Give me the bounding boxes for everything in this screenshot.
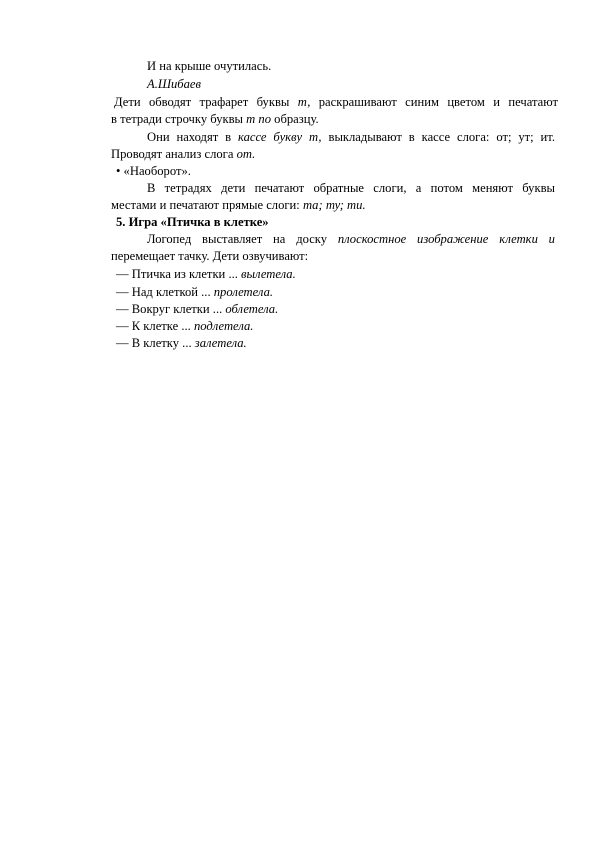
poem-line: И на крыше очутилась. <box>147 59 272 73</box>
bullet-item: • «Наоборот». <box>116 164 191 178</box>
poem-author: А.Шибаев <box>147 77 201 91</box>
list-item: — Птичка из клетки ... вылетела. <box>116 267 296 281</box>
list-item: — К клетке ... подлетела. <box>116 319 254 333</box>
section-heading: 5. Игра «Птичка в клетке» <box>116 215 269 229</box>
game-intro-line-2: перемещает тачку. Дети озвучивают: <box>111 249 309 263</box>
list-item: — Вокруг клетки ... облетела. <box>116 302 279 316</box>
game-intro-line-1: Логопед выставляет на доску плоскостное изображение клетки и <box>147 232 555 246</box>
paragraph-3-line-2: местами и печатают прямые слоги: та; ту; ти. <box>111 198 366 212</box>
paragraph-2-line-2: Проводят анализ слога от. <box>111 147 256 161</box>
paragraph-1-line-1: Дети обводят трафарет буквы т, раскрашивают синим цветом и печатают <box>114 95 559 109</box>
paragraph-2-line-1: Они находят в кассе букву т, выкладывают в кассе слога: от; ут; ит. <box>147 130 556 144</box>
paragraph-3-line-1: В тетрадях дети печатают обратные слоги, а потом меняют буквы <box>147 181 555 195</box>
list-item: — В клетку ... залетела. <box>116 336 247 350</box>
paragraph-1-line-2: в тетради строчку буквы т по образцу. <box>111 112 319 126</box>
list-item: — Над клеткой ... пролетела. <box>116 285 274 299</box>
